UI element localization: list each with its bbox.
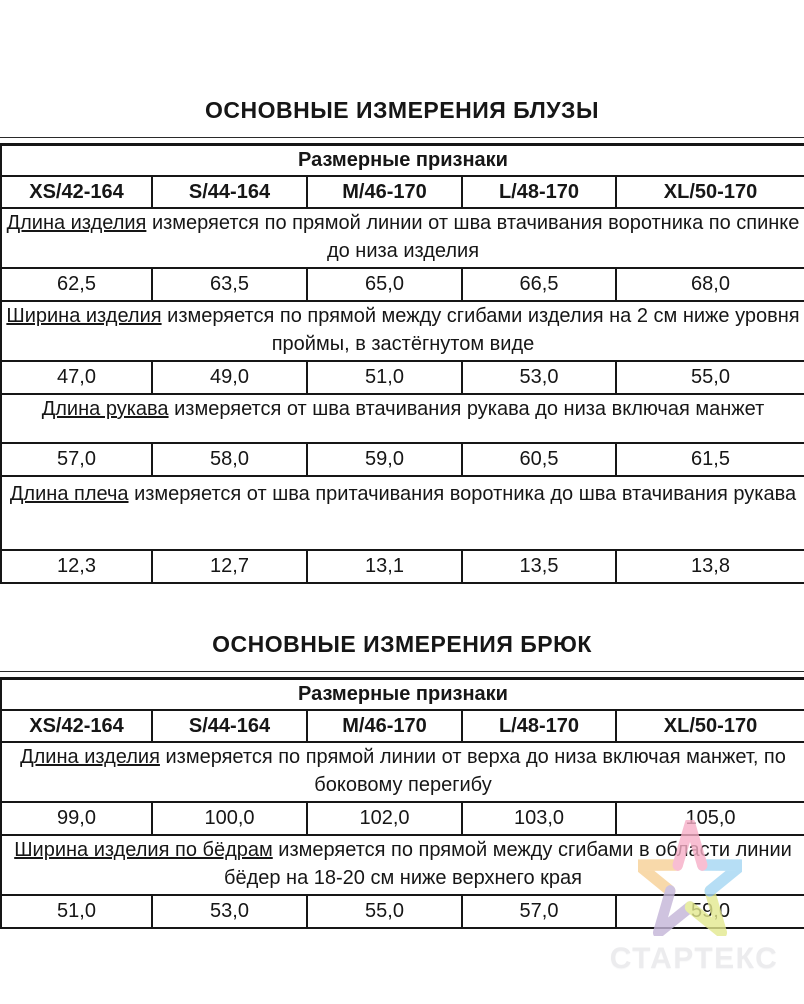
measurement-value: 55,0 <box>616 361 804 394</box>
measurement-value: 49,0 <box>152 361 307 394</box>
measurement-value: 100,0 <box>152 802 307 835</box>
size-columns-row <box>1 710 804 742</box>
measurement-value: 13,8 <box>616 550 804 583</box>
size-column-header: XL/50-170 <box>616 176 804 208</box>
measurement-value: 58,0 <box>152 443 307 476</box>
measurement-description-row <box>1 301 804 361</box>
size-attributes-header: Размерные признаки <box>1 679 804 711</box>
measurement-value: 62,5 <box>1 268 152 301</box>
size-column-header: XS/42-164 <box>1 710 152 742</box>
measurement-value: 102,0 <box>307 802 462 835</box>
measurement-description: измеряется от шва притачивания воротника до шва втачивания рукава <box>128 483 797 505</box>
measurement-value: 61,5 <box>616 443 804 476</box>
measurement-values-row <box>1 550 804 583</box>
measurement-value: 66,5 <box>462 268 616 301</box>
measurement-value: 51,0 <box>307 361 462 394</box>
measurement-term: Ширина изделия <box>6 305 162 327</box>
size-attributes-header: Размерные признаки <box>1 145 804 177</box>
measurement-description: измеряется от шва втачивания рукава до низа включая манжет <box>168 398 765 420</box>
measurement-value: 13,1 <box>307 550 462 583</box>
size-column-header: M/46-170 <box>307 710 462 742</box>
size-column-header: XL/50-170 <box>616 710 804 742</box>
measurement-description: измеряется по прямой линии от верха до низа включая манжет, по боковому перегибу <box>159 746 786 796</box>
measurement-description-row <box>1 476 804 550</box>
measurement-value: 13,5 <box>462 550 616 583</box>
measurement-value: 103,0 <box>462 802 616 835</box>
size-column-header: L/48-170 <box>462 710 616 742</box>
size-column-header: S/44-164 <box>152 710 307 742</box>
measurement-value: 59,0 <box>616 895 804 928</box>
divider <box>0 137 804 138</box>
measurement-value: 63,5 <box>152 268 307 301</box>
measurement-value: 53,0 <box>462 361 616 394</box>
measurement-description-row <box>1 394 804 443</box>
measurement-value: 105,0 <box>616 802 804 835</box>
measurement-description-row <box>1 208 804 268</box>
measurement-value: 12,7 <box>152 550 307 583</box>
star-logo-icon <box>638 820 742 936</box>
measurement-value: 65,0 <box>307 268 462 301</box>
measurement-term: Длина рукава <box>41 398 169 420</box>
measurement-value: 99,0 <box>1 802 152 835</box>
measurement-values-row <box>1 361 804 394</box>
watermark-brand-text: СТАРТЕКС <box>609 942 779 975</box>
measurement-values-row <box>1 443 804 476</box>
measurement-value: 12,3 <box>1 550 152 583</box>
measurement-value: 51,0 <box>1 895 152 928</box>
measurement-term: Длина изделия <box>6 212 147 234</box>
blouse-measurements-table <box>0 143 804 584</box>
measurement-value: 59,0 <box>307 443 462 476</box>
measurement-description: измеряется по прямой между сгибами изделия на 2 см ниже уровня проймы, в застёгнутом виде <box>161 305 800 355</box>
measurement-value: 57,0 <box>1 443 152 476</box>
pants-table-title: ОСНОВНЫЕ ИЗМЕРЕНИЯ БРЮК <box>212 631 592 657</box>
measurement-term: Ширина изделия по бёдрам <box>14 839 273 861</box>
measurement-value: 53,0 <box>152 895 307 928</box>
measurement-description: измеряется по прямой линии от шва втачивания воротника по спинке до низа изделия <box>146 212 800 262</box>
measurement-term: Длина плеча <box>9 483 129 505</box>
measurement-value: 47,0 <box>1 361 152 394</box>
size-column-header: M/46-170 <box>307 176 462 208</box>
measurement-value: 68,0 <box>616 268 804 301</box>
size-column-header: L/48-170 <box>462 176 616 208</box>
measurement-term: Длина изделия <box>20 746 160 768</box>
measurement-values-row <box>1 268 804 301</box>
size-column-header: S/44-164 <box>152 176 307 208</box>
measurement-value: 55,0 <box>307 895 462 928</box>
measurement-description: измеряется по прямой между сгибами в области линии бёдер на 18-20 см ниже верхнего края <box>223 839 792 889</box>
divider <box>0 671 804 672</box>
measurement-description-row <box>1 742 804 802</box>
measurement-value: 57,0 <box>462 895 616 928</box>
size-column-header: XS/42-164 <box>1 176 152 208</box>
measurement-value: 60,5 <box>462 443 616 476</box>
size-columns-row <box>1 176 804 208</box>
blouse-table-title: ОСНОВНЫЕ ИЗМЕРЕНИЯ БЛУЗЫ <box>205 97 599 123</box>
